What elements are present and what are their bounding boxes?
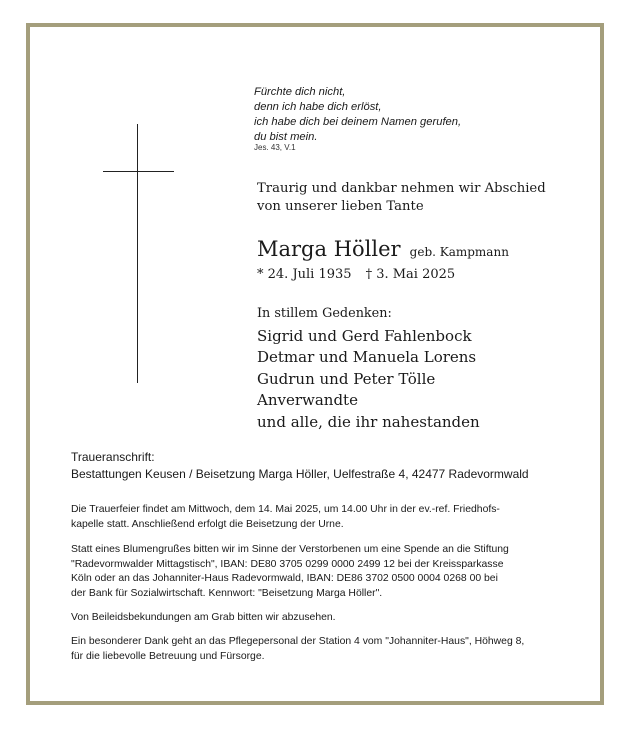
paragraph-line: "Radevormwalder Mittagstisch", IBAN: DE80 3705 0299 0000 2499 12 bei der Kreissparkasse [71, 558, 504, 570]
mourner-name: Sigrid und Gerd Fahlenbock [257, 327, 472, 345]
mourners-list [257, 326, 480, 433]
ceremony-paragraph [71, 503, 500, 532]
paragraph-line: Statt eines Blumengrußes bitten wir im Sinne der Verstorbenen um eine Spende an die Stiftung [71, 544, 509, 555]
cross-icon [137, 124, 138, 383]
donation-paragraph [71, 543, 509, 601]
deceased-name: Marga Höller [257, 237, 401, 261]
bible-verse [254, 85, 461, 145]
birth-date: * 24. Juli 1935 [257, 267, 352, 282]
intro-line: Traurig und dankbar nehmen wir Abschied [257, 181, 546, 196]
address-text: Bestattungen Keusen / Beisetzung Marga Höller, Uelfestraße 4, 42477 Radevormwald [71, 466, 529, 481]
verse-line: du bist mein. [254, 131, 318, 143]
paragraph-line: Die Trauerfeier findet am Mittwoch, dem 14. Mai 2025, um 14.00 Uhr in der ev.-ref. Friedhofs- [71, 504, 500, 515]
paragraph-line: Ein besonderer Dank geht an das Pflegepersonal der Station 4 vom "Johanniter-Haus", Höhweg 8, [71, 636, 525, 647]
address-label: Traueranschrift: [71, 450, 155, 464]
mourner-name: und alle, die ihr nahestanden [257, 412, 480, 431]
paragraph-line: der Bank für Sozialwirtschaft. Kennwort: "Beisetzung Marga Höller". [71, 587, 383, 599]
mourners-heading: In stillem Gedenken: [257, 306, 392, 321]
deceased-name-line [257, 237, 509, 261]
verse-line: ich habe dich bei deinem Namen gerufen, [254, 116, 462, 128]
birth-name: geb. Kampmann [409, 245, 509, 259]
farewell-intro [257, 180, 546, 216]
thanks-paragraph [71, 635, 524, 664]
verse-line: Fürchte dich nicht, [254, 86, 346, 98]
mourning-address [71, 449, 529, 482]
paragraph-line: Von Beileidsbekundungen am Grab bitten wir abzusehen. [71, 612, 336, 623]
cross-icon-bar [103, 171, 174, 172]
mourner-name: Gudrun und Peter Tölle [257, 369, 436, 388]
mourner-name: Anverwandte [257, 391, 358, 410]
verse-reference: Jes. 43, V.1 [254, 143, 296, 152]
condolences-paragraph [71, 611, 336, 626]
life-dates [257, 267, 455, 282]
intro-line: von unserer lieben Tante [257, 199, 424, 214]
death-date: † 3. Mai 2025 [365, 267, 456, 282]
paragraph-line: Köln oder an das Johanniter-Haus Radevormwald, IBAN: DE86 3702 0500 0004 0268 00 bei [71, 573, 498, 585]
verse-line: denn ich habe dich erlöst, [254, 101, 382, 113]
paragraph-line: kapelle statt. Anschließend erfolgt die Beisetzung der Urne. [71, 518, 344, 530]
paragraph-line: für die liebevolle Betreuung und Fürsorge. [71, 650, 265, 662]
mourner-name: Detmar und Manuela Lorens [257, 348, 477, 367]
